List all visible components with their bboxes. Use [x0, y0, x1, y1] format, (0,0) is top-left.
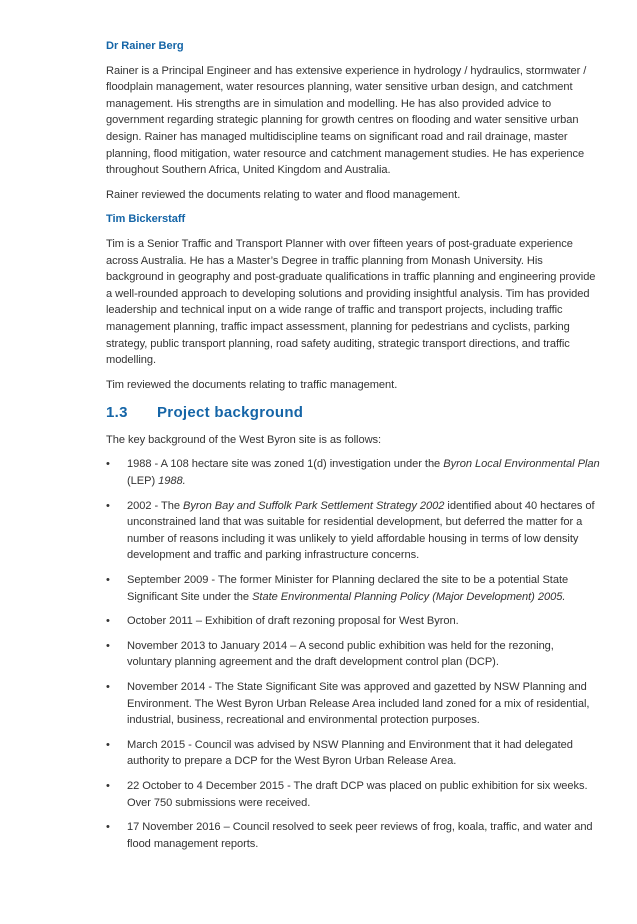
item-text: October 2011 – Exhibition of draft rezoning proposal for West Byron.	[127, 615, 459, 628]
section-number: 1.3	[106, 404, 128, 422]
document-page	[106, 38, 600, 860]
bullet-icon: •	[106, 458, 110, 471]
item-italic-text: State Environmental Planning Policy (Major Development) 2005.	[252, 590, 566, 603]
item-text: March 2015 - Council was advised by NSW Planning and Environment that it had delegated authority to prepare a DCP for the West Byron Urban Release Area.	[127, 738, 573, 768]
item-italic-text: 1988.	[158, 475, 186, 488]
item-italic-text: Byron Local Environmental Plan	[443, 458, 600, 471]
item-text: (LEP)	[127, 475, 159, 488]
bullet-icon: •	[106, 639, 110, 652]
section-title: Project background	[157, 404, 304, 422]
item-text: November 2013 to January 2014 – A second public exhibition was held for the rezoning, voluntary planning agreement and the draft development control plan (DCP).	[127, 639, 554, 669]
list-item	[106, 778, 600, 811]
list-item	[106, 819, 600, 852]
person-block-tim	[106, 211, 600, 393]
bullet-icon: •	[106, 574, 110, 587]
background-list	[106, 456, 600, 852]
list-item	[106, 638, 600, 671]
list-item	[106, 613, 600, 630]
list-item	[106, 498, 600, 564]
bullet-icon: •	[106, 499, 110, 512]
person-name: Tim Bickerstaff	[106, 213, 186, 226]
item-text: 2002 - The	[127, 499, 183, 512]
bullet-icon: •	[106, 738, 110, 751]
list-item	[106, 679, 600, 729]
item-text: 1988 - A 108 hectare site was zoned 1(d) investigation under the	[127, 458, 444, 471]
bullet-icon: •	[106, 681, 110, 693]
bullet-icon: •	[106, 779, 110, 792]
list-item	[106, 572, 600, 605]
section-heading	[106, 405, 600, 422]
item-text: identified about 40 hectares of unconstrained land that was suitable for residential development, but deferred the matter for a number of reasons including it was unlikely to yield affordable housing in terms of low density development and traffic and parking infrastructure concerns.	[127, 499, 595, 562]
item-text: 22 October to 4 December 2015 - The draft DCP was placed on public exhibition for six weeks. Over 750 submissions were received.	[127, 779, 588, 809]
person-review: Tim reviewed the documents relating to traffic management.	[106, 378, 398, 391]
item-text: November 2014 - The State Significant Site was approved and gazetted by NSW Planning and Environment. The West Byron Urban Release Area included land zoned for a mix of residential, industrial, business, recreational and environmental protection purposes.	[127, 681, 590, 727]
item-text: September 2009 - The former Minister for Planning declared the site to be a potential State Significant Site under the	[127, 574, 569, 603]
list-item	[106, 456, 600, 489]
bullet-icon: •	[106, 821, 110, 834]
section-intro: The key background of the West Byron site is as follows:	[106, 433, 382, 446]
list-item	[106, 737, 600, 770]
item-italic-text: Byron Bay and Suffolk Park Settlement Strategy 2002	[183, 499, 445, 512]
person-name: Dr Rainer Berg	[106, 40, 184, 52]
person-block-rainer	[106, 38, 600, 203]
item-text: 17 November 2016 – Council resolved to seek peer reviews of frog, koala, traffic, and water and flood management reports.	[127, 821, 593, 850]
person-review: Rainer reviewed the documents relating to water and flood management.	[106, 188, 461, 201]
bullet-icon: •	[106, 615, 110, 628]
person-bio: Tim is a Senior Traffic and Transport Planner with over fifteen years of post-graduate experience across Australia. He has a Master’s Degree in traffic planning from Monash University. His background in geography and post-graduate qualifications in traffic planning and engineering provide a well-rounded approach to developing solutions and providing insightful analysis. Tim has provided leadership and technical input on a wide range of traffic and transport projects, including traffic management planning, traffic impact assessment, planning for pedestrians and cyclists, parking strategy, public transport planning, road safety auditing, strategic transport directions, and traffic modelling.	[106, 237, 596, 367]
person-bio: Rainer is a Principal Engineer and has extensive experience in hydrology / hydraulics, stormwater / floodplain management, water resources planning, water sensitive urban design, and catchment management. His strengths are in simulation and modelling. He has also provided advice to government regarding strategic planning for growth centres on flooding and water sensitive urban design. Rainer has managed multidiscipline teams on significant road and rail drainage, master planning, flood mitigation, water resource and catchment management studies. He has experience throughout Southern Africa, United Kingdom and Australia.	[106, 64, 587, 177]
